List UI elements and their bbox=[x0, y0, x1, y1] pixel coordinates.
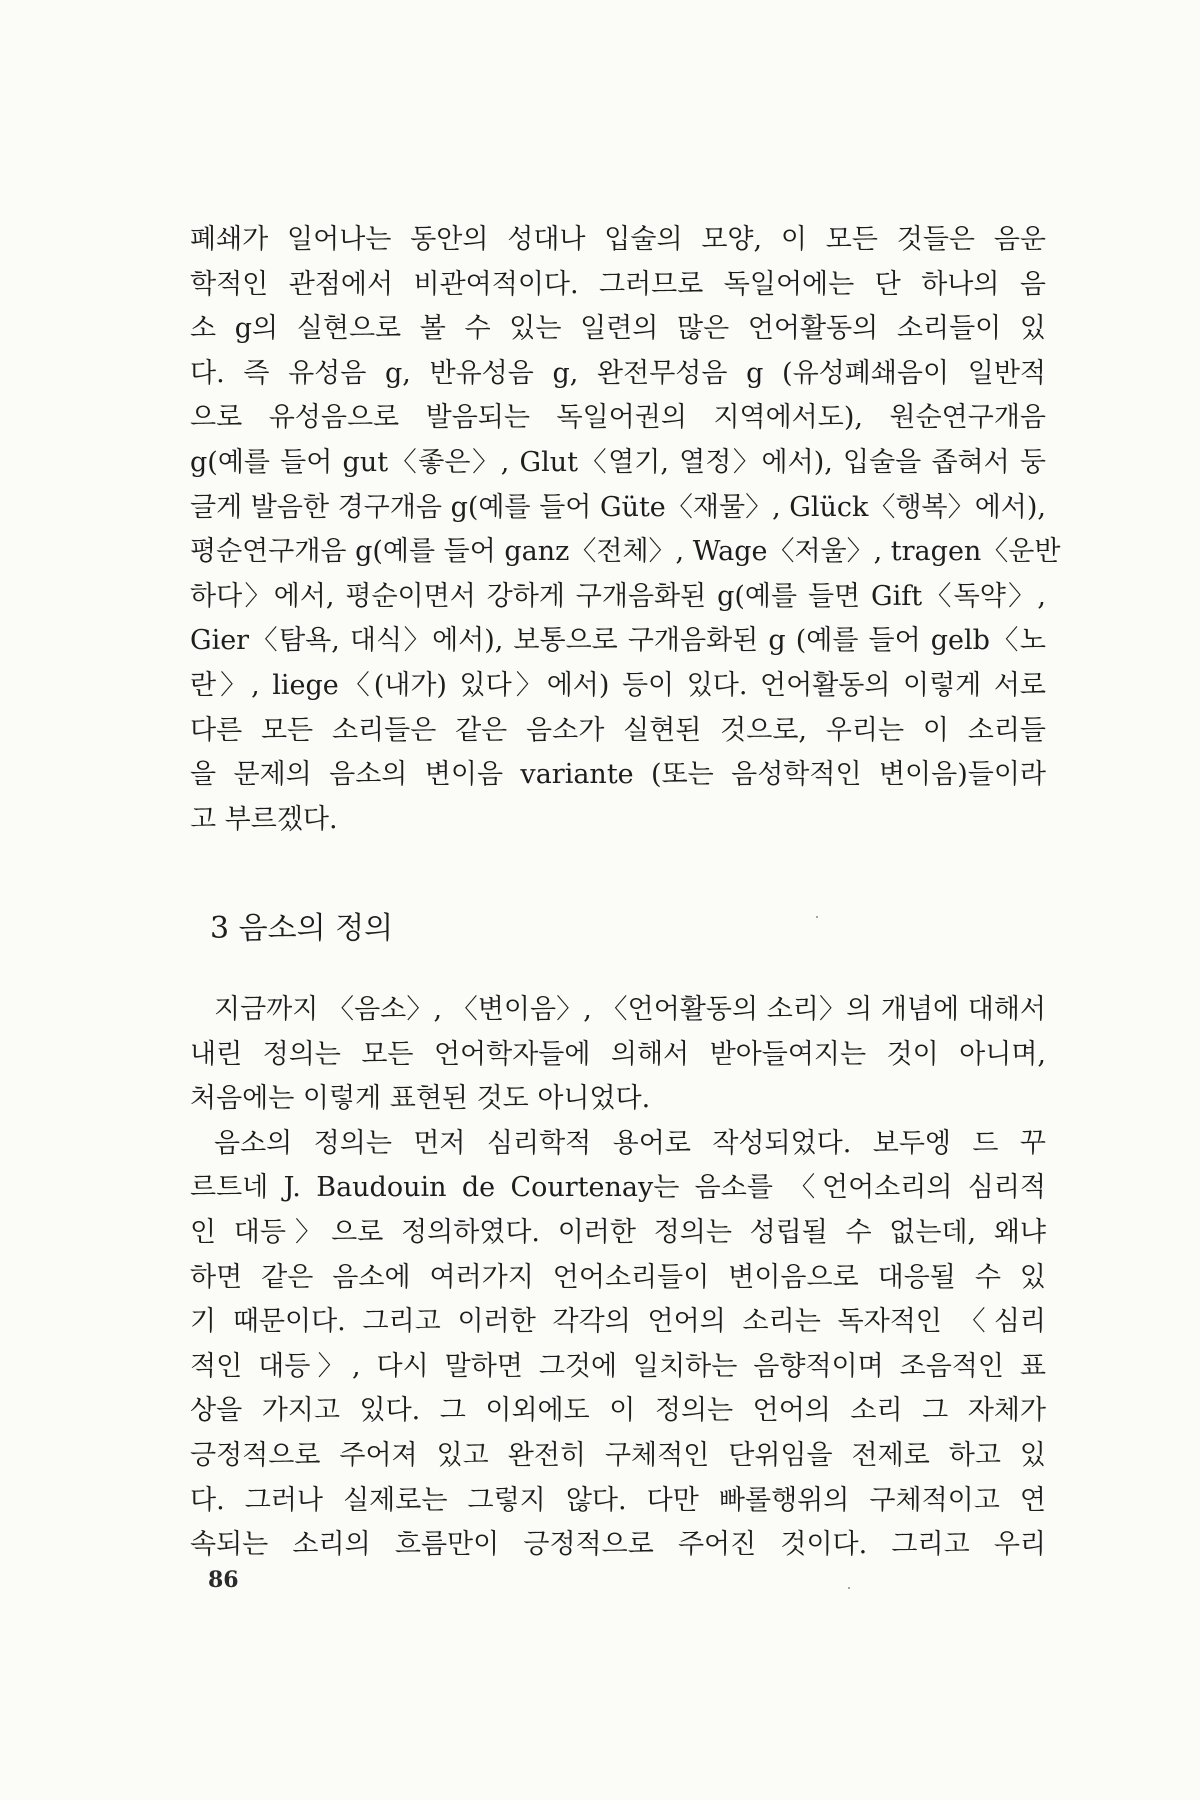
text-line: 폐쇄가 일어나는 동안의 성대나 입술의 모양, 이 모든 것들은 음운 bbox=[190, 224, 1046, 255]
text-line: 글게 발음한 경구개음 g(예를 들어 Güte〈재물〉, Glück〈행복〉에서), bbox=[190, 491, 1046, 523]
text-line: 기 때문이다. 그리고 이러한 각각의 언어의 소리는 독자적인 〈심리 bbox=[190, 1306, 1046, 1338]
text-line: 음소의 정의는 먼저 심리학적 용어로 작성되었다. 보두엥 드 꾸 bbox=[214, 1127, 1046, 1159]
text-line: 학적인 관점에서 비관여적이다. 그러므로 독일어에는 단 하나의 음 bbox=[190, 268, 1046, 300]
text-line: 하면 같은 음소에 여러가지 언어소리들이 변이음으로 대응될 수 있 bbox=[190, 1261, 1046, 1293]
text-line: Gier〈탐욕, 대식〉에서), 보통으로 구개음화된 g (예를 들어 gelb〈노 bbox=[190, 625, 1046, 657]
text-line: 내린 정의는 모든 언어학자들에 의해서 받아들여지는 것이 아니며, bbox=[190, 1038, 1046, 1070]
text-line: 하다〉에서, 평순이면서 강하게 구개음화된 g(예를 들면 Gift〈독약〉, bbox=[190, 580, 1046, 612]
page-number: 86 bbox=[208, 1567, 239, 1593]
text-line: 인 대등〉으로 정의하였다. 이러한 정의는 성립될 수 없는데, 왜냐 bbox=[190, 1216, 1046, 1248]
text-line: 다른 모든 소리들은 같은 음소가 실현된 것으로, 우리는 이 소리들 bbox=[190, 714, 1046, 746]
text-line: 다. 즉 유성음 g, 반유성음 g, 완전무성음 g (유성폐쇄음이 일반적 bbox=[190, 357, 1046, 389]
text-line: 고 부르겠다. bbox=[190, 803, 338, 835]
text-line: 란〉, liege〈(내가) 있다〉에서) 등이 있다. 언어활동의 이렇게 서로 bbox=[190, 669, 1046, 701]
section-heading: 3 음소의 정의 bbox=[210, 911, 394, 946]
text-line: 상을 가지고 있다. 그 이외에도 이 정의는 언어의 소리 그 자체가 bbox=[190, 1395, 1046, 1427]
text-line: 소 g의 실현으로 볼 수 있는 일련의 많은 언어활동의 소리들이 있 bbox=[190, 313, 1046, 345]
text-line: g(예를 들어 gut〈좋은〉, Glut〈열기, 열정〉에서), 입술을 좁혀서 둥 bbox=[190, 446, 1046, 478]
text-line: 다. 그러나 실제로는 그렇지 않다. 다만 빠롤행위의 구체적이고 연 bbox=[190, 1484, 1046, 1516]
text-line: 르트네 J. Baudouin de Courtenay는 음소를 〈언어소리의 심리적 bbox=[190, 1172, 1046, 1204]
scan-speck bbox=[848, 1587, 850, 1589]
scan-speck bbox=[816, 916, 818, 918]
text-line: 긍정적으로 주어져 있고 완전히 구체적인 단위임을 전제로 하고 있 bbox=[190, 1439, 1046, 1471]
text-line: 으로 유성음으로 발음되는 독일어권의 지역에서도), 원순연구개음 bbox=[190, 402, 1046, 434]
paragraph-voicing-variants bbox=[190, 218, 1061, 842]
text-line: 평순연구개음 g(예를 들어 ganz〈전체〉, Wage〈저울〉, tragen〈운반 bbox=[190, 536, 1061, 568]
text-line: 처음에는 이렇게 표현된 것도 아니었다. bbox=[190, 1083, 651, 1115]
text-line: 을 문제의 음소의 변이음 variante (또는 음성학적인 변이음)들이라 bbox=[190, 759, 1046, 791]
paragraph-definitions bbox=[190, 988, 1046, 1568]
text-line: 적인 대등〉, 다시 말하면 그것에 일치하는 음향적이며 조음적인 표 bbox=[190, 1350, 1046, 1382]
text-line: 속되는 소리의 흐름만이 긍정적으로 주어진 것이다. 그리고 우리 bbox=[190, 1529, 1046, 1561]
text-line: 지금까지 〈음소〉, 〈변이음〉, 〈언어활동의 소리〉의 개념에 대해서 bbox=[214, 994, 1046, 1025]
